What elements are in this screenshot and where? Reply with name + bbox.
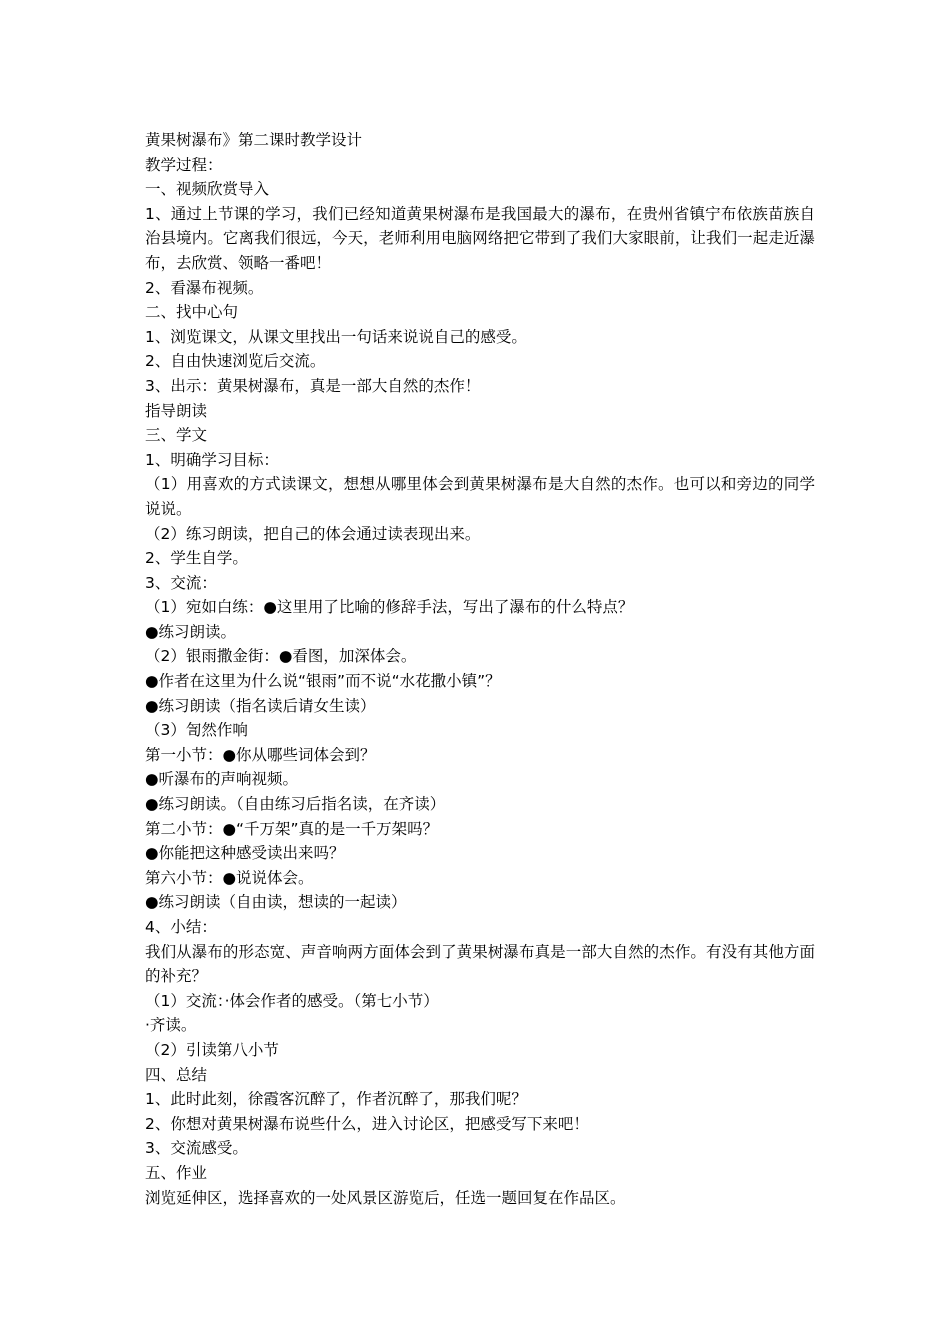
section-heading: 二、找中心句 — [145, 303, 239, 322]
document-title: 黄果树瀑布》第二课时教学设计 — [145, 131, 363, 149]
paragraph: 第一小节：●你从哪些词体会到？ — [145, 745, 376, 764]
section-heading: 四、总结 — [145, 1065, 208, 1084]
bullet-item: ●练习朗读（自由读，想读的一起读） — [145, 893, 407, 912]
paragraph: 1、此时此刻，徐霞客沉醉了，作者沉醉了，那我们呢？ — [145, 1090, 527, 1109]
paragraph: （3）訇然作响 — [145, 721, 248, 740]
bullet-item: ·齐读。 — [145, 1016, 197, 1035]
paragraph: 3、交流感受。 — [145, 1139, 248, 1158]
paragraph: 1、通过上节课的学习，我们已经知道黄果树瀑布是我国最大的瀑布，在贵州省镇宁布依族苗族自治县境内。它离我们很远，今天，老师利用电脑网络把它带到了我们大家眼前，让我们一起走近瀑布，去欣赏、领略一番吧！ — [145, 204, 815, 272]
paragraph: 2、学生自学。 — [145, 549, 248, 568]
bullet-item: ●作者在这里为什么说“银雨”而不说“水花撒小镇”？ — [145, 672, 501, 691]
section-heading: 五、作业 — [145, 1163, 208, 1182]
paragraph: （1）用喜欢的方式读课文，想想从哪里体会到黄果树瀑布是大自然的杰作。也可以和旁边的同学说说。 — [145, 475, 815, 518]
paragraph: 2、看瀑布视频。 — [145, 278, 264, 297]
paragraph: 第二小节：●“千万架”真的是一千万架吗？ — [145, 819, 439, 838]
paragraph: 4、小结： — [145, 918, 217, 936]
paragraph: （2）练习朗读，把自己的体会通过读表现出来。 — [145, 524, 481, 543]
bullet-item: ●你能把这种感受读出来吗？ — [145, 844, 345, 863]
section-heading: 教学过程： — [145, 155, 223, 174]
paragraph: （1）交流：·体会作者的感受。（第七小节） — [145, 991, 439, 1010]
bullet-item: ●听瀑布的声响视频。 — [145, 770, 299, 789]
bullet-item: ●练习朗读。（自由练习后指名读，在齐读） — [145, 795, 446, 814]
paragraph: 1、明确学习目标： — [145, 450, 279, 469]
bullet-item: ●练习朗读。 — [145, 622, 237, 641]
paragraph: 3、出示：黄果树瀑布，真是一部大自然的杰作！ — [145, 376, 481, 395]
paragraph: （2）引读第八小节 — [145, 1040, 279, 1059]
paragraph: 浏览延伸区，选择喜欢的一处风景区游览后，任选一题回复在作品区。 — [145, 1188, 626, 1207]
paragraph: 第六小节：●说说体会。 — [145, 868, 314, 887]
paragraph: （1）宛如白练：●这里用了比喻的修辞手法，写出了瀑布的什么特点？ — [145, 598, 634, 617]
section-heading: 一、视频欣赏导入 — [145, 180, 270, 199]
bullet-item: ●练习朗读（指名读后请女生读） — [145, 696, 376, 715]
section-heading: 三、学文 — [145, 426, 208, 445]
document-body — [145, 128, 815, 1210]
paragraph: 指导朗读 — [145, 401, 208, 420]
paragraph: （2）银雨撒金街：●看图，加深体会。 — [145, 647, 417, 666]
paragraph: 1、浏览课文，从课文里找出一句话来说说自己的感受。 — [145, 327, 527, 346]
paragraph: 我们从瀑布的形态宽、声音响两方面体会到了黄果树瀑布真是一部大自然的杰作。有没有其他方面的补充？ — [145, 942, 815, 986]
paragraph: 2、自由快速浏览后交流。 — [145, 352, 326, 371]
paragraph: 3、交流： — [145, 573, 217, 592]
paragraph: 2、你想对黄果树瀑布说些什么，进入讨论区，把感受写下来吧！ — [145, 1114, 589, 1133]
